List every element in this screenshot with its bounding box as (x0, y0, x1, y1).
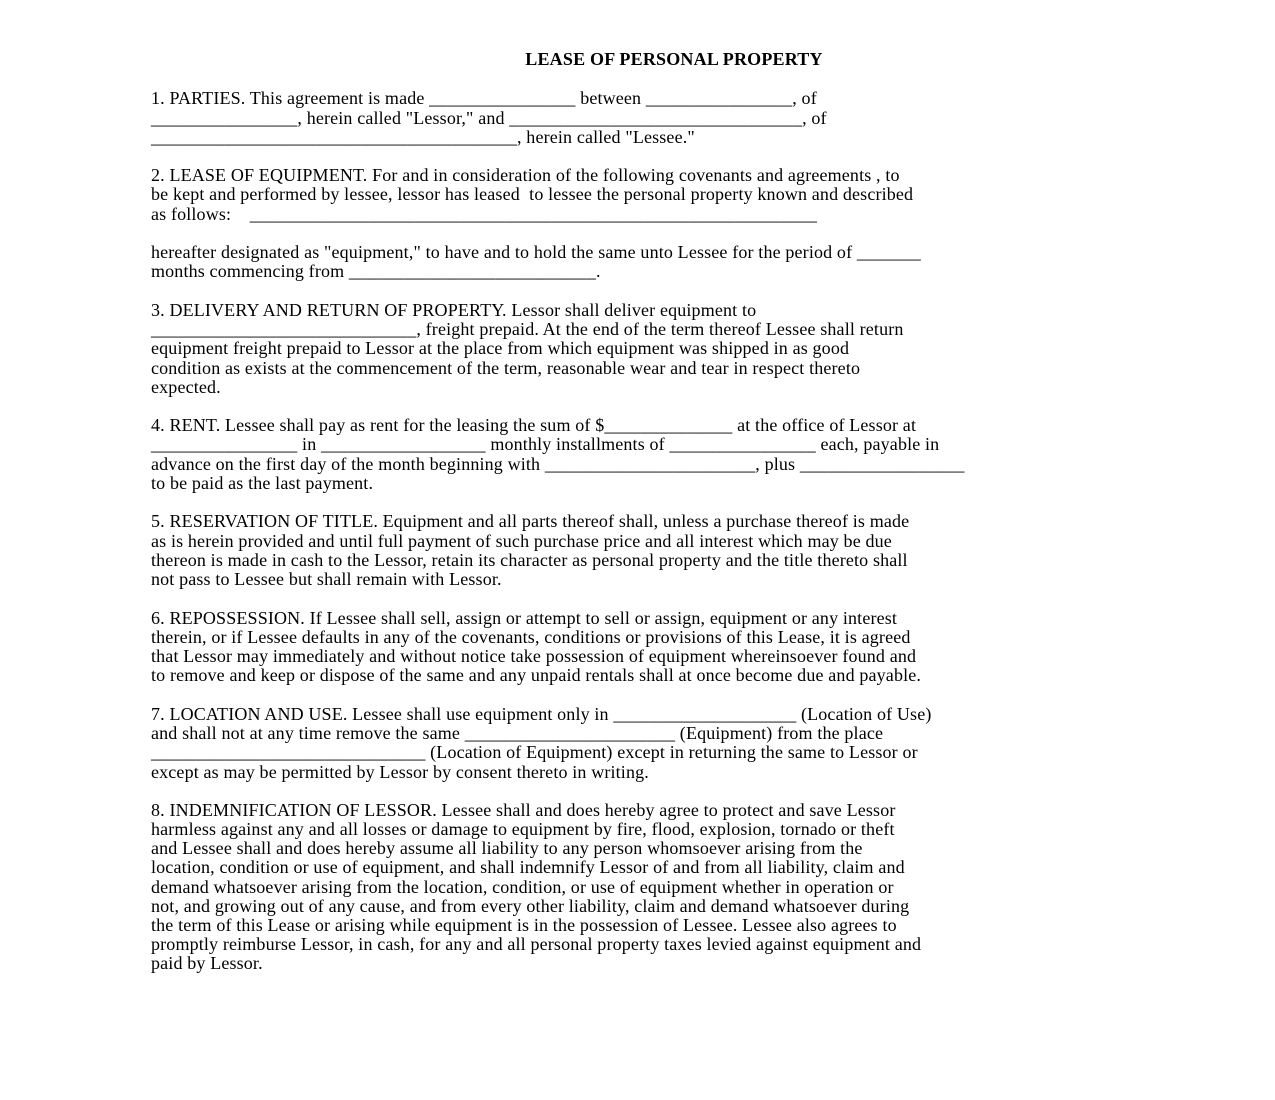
section-4-line-1: 4. RENT. Lessee shall pay as rent for the leasing the sum of $______________ at the office of Lessor at (151, 415, 917, 435)
section-1-line-2: ________________, herein called "Lessor," and ________________________________, of (151, 108, 827, 128)
section-1-line-3: ________________________________________, herein called "Lessee." (151, 127, 695, 147)
section-2-line-4: hereafter designated as "equipment," to have and to hold the same unto Lessee for the period of _______ (151, 242, 921, 262)
section-6-line-2: therein, or if Lessee defaults in any of the covenants, conditions or provisions of this Lease, it is agreed (151, 627, 911, 647)
section-8-line-6: not, and growing out of any cause, and from every other liability, claim and demand whatsoever during (151, 896, 910, 916)
section-3-line-1: 3. DELIVERY AND RETURN OF PROPERTY. Lessor shall deliver equipment to (151, 300, 757, 320)
section-8-line-5: demand whatsoever arising from the location, condition, or use of equipment whether in operation or (151, 877, 894, 897)
section-8-line-7: the term of this Lease or arising while equipment is in the possession of Lessee. Lessee also agrees to (151, 915, 897, 935)
section-2-line-2: be kept and performed by lessee, lessor has leased to lessee the personal property known and described (151, 184, 914, 204)
section-7-line-1: 7. LOCATION AND USE. Lessee shall use equipment only in ____________________ (Location of Use) (151, 704, 932, 724)
section-8-line-2: harmless against any and all losses or damage to equipment by fire, flood, explosion, tornado or theft (151, 819, 895, 839)
section-5-line-3: thereon is made in cash to the Lessor, retain its character as personal property and the title thereto shall (151, 550, 908, 570)
section-4-line-2: ________________ in __________________ monthly installments of ________________ each, payable in (151, 434, 940, 454)
section-7-line-4: except as may be permitted by Lessor by consent thereto in writing. (151, 762, 649, 782)
section-6-line-3: that Lessor may immediately and without notice take possession of equipment whereinsoever found and (151, 646, 917, 666)
section-3-line-4: condition as exists at the commencement of the term, reasonable wear and tear in respect thereto (151, 358, 861, 378)
section-2-line-3: as follows: ______________________________________________________________ (151, 204, 818, 224)
section-8-line-1: 8. INDEMNIFICATION OF LESSOR. Lessee shall and does hereby agree to protect and save Lessor (151, 800, 896, 820)
section-7-line-2: and shall not at any time remove the same _______________________ (Equipment) from the place (151, 723, 884, 743)
section-3-line-5: expected. (151, 377, 221, 397)
section-5-line-1: 5. RESERVATION OF TITLE. Equipment and all parts thereof shall, unless a purchase thereof is made (151, 511, 910, 531)
section-4-line-4: to be paid as the last payment. (151, 473, 374, 493)
document-title: LEASE OF PERSONAL PROPERTY (525, 49, 823, 69)
section-2-line-1: 2. LEASE OF EQUIPMENT. For and in consideration of the following covenants and agreements , to (151, 165, 900, 185)
section-5-line-2: as is herein provided and until full payment of such purchase price and all interest which may be due (151, 531, 892, 551)
section-3-line-3: equipment freight prepaid to Lessor at the place from which equipment was shipped in as good (151, 338, 850, 358)
section-8-line-9: paid by Lessor. (151, 953, 263, 973)
section-2-line-5: months commencing from ___________________________. (151, 261, 601, 281)
section-8-line-3: and Lessee shall and does hereby assume all liability to any person whomsoever arising from the (151, 838, 863, 858)
section-4-line-3: advance on the first day of the month beginning with _______________________, plus __________________ (151, 454, 965, 474)
section-8-line-4: location, condition or use of equipment, and shall indemnify Lessor of and from all liability, claim and (151, 857, 905, 877)
section-6-line-4: to remove and keep or dispose of the same and any unpaid rentals shall at once become due and payable. (151, 665, 922, 685)
section-5-line-4: not pass to Lessee but shall remain with Lessor. (151, 569, 502, 589)
section-1-line-1: 1. PARTIES. This agreement is made ________________ between ________________, of (151, 88, 817, 108)
section-8-line-8: promptly reimburse Lessor, in cash, for any and all personal property taxes levied against equipment and (151, 934, 922, 954)
section-7-line-3: ______________________________ (Location of Equipment) except in returning the same to Lessor or (151, 742, 918, 762)
section-6-line-1: 6. REPOSSESSION. If Lessee shall sell, assign or attempt to sell or assign, equipment or any interest (151, 608, 898, 628)
section-3-line-2: _____________________________, freight prepaid. At the end of the term thereof Lessee shall return (151, 319, 904, 339)
